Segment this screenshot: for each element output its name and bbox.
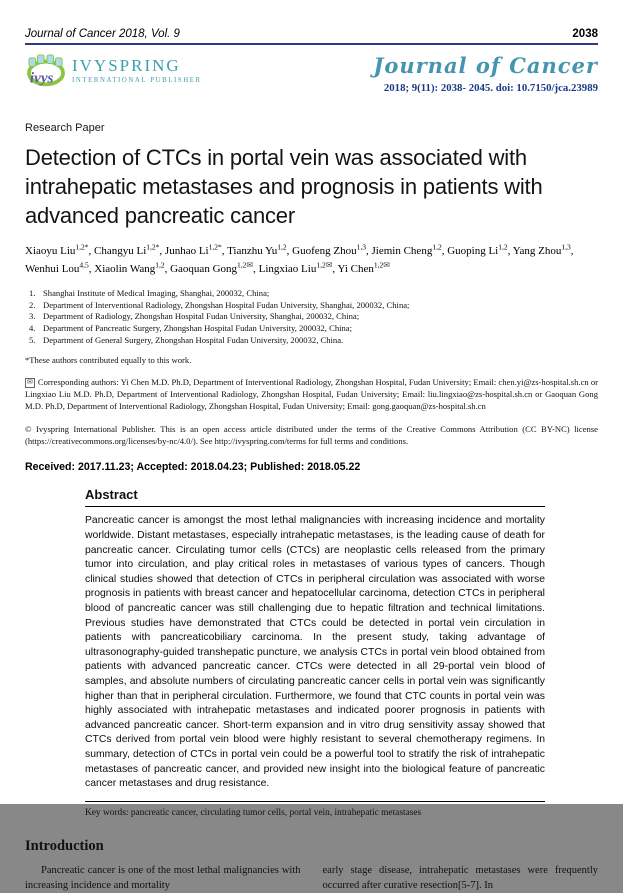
author-superscript: 1,2 bbox=[316, 260, 326, 270]
author-superscript: 1,3 bbox=[356, 242, 367, 252]
author-superscript: 1,3 bbox=[561, 242, 571, 252]
affiliation-item: Department of Pancreatic Surgery, Zhongshan Hospital Fudan University, 200032, China; bbox=[43, 323, 352, 334]
running-head-journal: Journal of Cancer 2018, Vol. 9 bbox=[25, 28, 180, 40]
author-superscript: 1,2 bbox=[155, 260, 165, 270]
copyright-note: © Ivyspring International Publisher. This is an open access article distributed under the terms of the Creative Commons Attribution (CC BY-NC) license (https://creativecommons.org/licenses/by-nc/4.0/). See http://ivyspring.com/terms for full terms and conditions. bbox=[25, 424, 598, 447]
affiliation-list bbox=[25, 288, 598, 346]
introduction-columns bbox=[25, 863, 598, 893]
author-superscript: 1,2* bbox=[75, 242, 89, 252]
author-superscript: 1,2* bbox=[208, 242, 222, 252]
affiliation-item: Department of Radiology, Zhongshan Hospital Fudan University, Shanghai, 200032, China; bbox=[43, 311, 360, 322]
author: Junhao $Li^{1,2*}$, bbox=[164, 242, 228, 257]
ivyspring-logo bbox=[25, 54, 202, 90]
author-superscript: 1,2 bbox=[277, 242, 287, 252]
publisher-name: IVYSPRING bbox=[72, 56, 181, 75]
author: Guoping Li$^{1,2}$, bbox=[447, 242, 513, 257]
keywords-line: Key words: pancreatic cancer, circulating tumor cells, portal vein, intrahepatic metastases bbox=[85, 807, 422, 818]
author: Wenhui Lou$^{4,5}$, bbox=[25, 260, 95, 276]
running-head bbox=[25, 28, 598, 40]
crown-icon bbox=[25, 54, 67, 90]
author-superscript: 1,2* bbox=[146, 242, 160, 252]
author: Gaoquan Gong$^{1,2✉}$, bbox=[170, 260, 259, 276]
intro-paragraph-right: early stage disease, intrahepatic metastases were frequently occurred after curative resection[5-7]. In bbox=[322, 864, 598, 891]
author-superscript: 4,5 bbox=[79, 260, 89, 270]
intro-column-left bbox=[25, 863, 301, 893]
author: Yang Zhou$^{1,3}$, bbox=[512, 242, 574, 257]
author-list bbox=[25, 242, 598, 278]
affiliation-item: Department of Interventional Radiology, Zhongshan Hospital Fudan University, Shanghai, 200032, China; bbox=[43, 299, 410, 310]
abstract-section bbox=[85, 487, 545, 817]
publisher-subtitle: INTERNATIONAL PUBLISHER bbox=[72, 77, 202, 84]
introduction-heading: Introduction bbox=[25, 837, 104, 854]
author: Xiaolin Wang$^{1,2}$, bbox=[94, 260, 171, 276]
abstract-text: Pancreatic cancer is amongst the most lethal malignancies with increasing incidence and mortality worldwide. Distant metastases, especially intrahepatic metastases, is the leading cause of death for pancreatic cancer. Circulating tumor cells (CTCs) are neoplastic cells released from the primary tumor into circulation, and play critical roles in metastases of various types of cancers. Though clinical studies showed that detection of CTCs in peripheral circulation was associated with worse prognosis in patients with breast cancer and hepatocellular carcinoma, detection CTCs in peripheral blood of pancreatic cancer was still challenging due to hepatic filtration and technical limitations. Previous studies have demonstrated that CTCs could be detected in portal vein circulation in patients with pancreaticobiliary carcinoma. In the present study, taking advantage of ultrasonography-guided transhepatic puncture, we analysis CTCs in portal vein blood obtained from patients with advanced pancreatic cancer. CTCs were detected in all 29-portal vein blood of samples, and absolute numbers of circulating pancreatic cancer cells in portal vein was significantly higher than that in peripheral circulation. Furthermore, we found that CTC counts in portal vein was highly associated with intrahepatic metastases and indicated poorer prognosis in patients with advanced pancreatic cancer. Short-term expansion and in vitro drug sensitivity assay showed that CTCs derived from portal vein blood were highly resistant to several chemotherapy regimens. In summary, detection of CTCs in portal vein could be a powerful tool to stratify the risk of intrahepatic metastases of pancreatic cancer, and provided new insight into the biological feature of pancreatic cancer metastases and drug resistance. bbox=[85, 514, 545, 801]
journal-logo: Journal of Cancer bbox=[373, 53, 598, 78]
paper-title: Detection of CTCs in portal vein was associated with intrahepatic metastases and prognosis in patients with advanced pancreatic cancer bbox=[25, 145, 543, 229]
author: Guofeng Zhou$^{1,3}$, bbox=[292, 242, 372, 257]
author: Jiemin Cheng$^{1,2}$, bbox=[371, 242, 448, 257]
author: Tianzhu Yu$^{1,2}$, bbox=[227, 242, 293, 257]
envelope-icon: ✉ bbox=[325, 260, 333, 270]
author: Lingxiao Liu$^{1,2✉}$, bbox=[258, 260, 338, 276]
logo-band bbox=[25, 54, 598, 106]
author: Changyu $Li^{1,2*}$, bbox=[94, 242, 165, 257]
intro-paragraph-left: Pancreatic cancer is one of the most lethal malignancies with increasing incidence and mortality bbox=[25, 864, 301, 891]
affiliation-item: Shanghai Institute of Medical Imaging, Shanghai, 200032, China; bbox=[43, 288, 270, 299]
author: Xiaoyu Liu$^{1,2*}$, bbox=[25, 242, 95, 257]
header-rule bbox=[25, 43, 598, 45]
corresponding-authors-text: Corresponding authors: Yi Chen M.D. Ph.D, Department of Interventional Radiology, Zhongshan Hospital, Fudan University; Email: chen.yi@zs-hospital.sh.cn or Lingxiao Liu M.D. Ph.D, Department of Interventional Radiology, Zhongshan Hospital, Fudan University; Email: liu.lingxiao@zs-hospital.sh.cn or Gaoquan Gong M.D. Ph.D, Department of Interventional Radiology, Zhongshan Hospital, Fudan University; Email: gong.gaoquan@zs-hospital.sh.cn bbox=[25, 377, 598, 412]
affiliation-item: Department of General Surgery, Zhongshan Hospital Fudan University, 200032, China. bbox=[43, 334, 344, 345]
author-superscript: 1,2 bbox=[432, 242, 442, 252]
envelope-icon: ✉ bbox=[383, 260, 390, 270]
author-superscript: 1,2 bbox=[237, 260, 247, 270]
envelope-icon: ✉ bbox=[27, 378, 33, 387]
envelope-icon: ✉ bbox=[246, 260, 254, 270]
author-superscript: 1,2 bbox=[373, 260, 384, 270]
author: Yi Chen$^{1,2✉}$ bbox=[337, 260, 390, 276]
logo-ivys-text: ivys bbox=[29, 69, 54, 87]
corresponding-authors-note bbox=[25, 376, 598, 412]
author-superscript: 1,2 bbox=[498, 242, 508, 252]
equal-contribution-note: *These authors contributed equally to this work. bbox=[25, 355, 192, 366]
abstract-heading: Abstract bbox=[85, 487, 545, 507]
running-head-page-number: 2038 bbox=[572, 28, 598, 40]
dates-line: Received: 2017.11.23; Accepted: 2018.04.23; Published: 2018.05.22 bbox=[25, 461, 361, 474]
article-type-label: Research Paper bbox=[25, 122, 105, 134]
citation-line: 2018; 9(11): 2038- 2045. doi: 10.7150/jca.23989 bbox=[383, 82, 598, 95]
intro-column-right bbox=[323, 863, 599, 893]
